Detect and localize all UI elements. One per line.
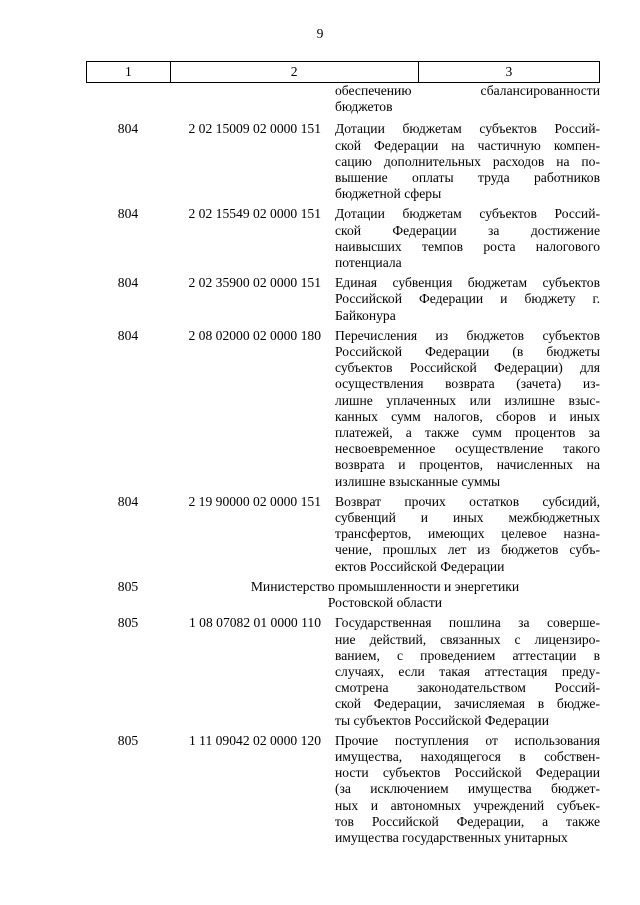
desc-line: Единая субвенция бюджетам субъектов <box>335 275 600 291</box>
desc-line: излишне взысканные суммы <box>335 473 501 489</box>
desc-line: субъектов Российской Федерации) для <box>335 360 600 376</box>
department-row <box>86 579 600 611</box>
desc-line: ской Федерации, зачисляемая в бюдже- <box>335 696 600 712</box>
table-row <box>86 494 600 575</box>
desc-line: сацию дополнительных расходов на по- <box>335 153 600 169</box>
desc-line: имущества, находящегося в собствен- <box>335 748 600 764</box>
desc-line: Возврат прочих остатков субсидий, <box>335 493 600 509</box>
table-row <box>86 275 600 324</box>
desc-line: Перечисления из бюджетов субъектов <box>335 327 600 343</box>
desc-line: вышение оплаты труда работников <box>335 170 600 186</box>
desc-line: Прочие поступления от использования <box>335 732 600 748</box>
desc-line: тов Российской Федерации, а также <box>335 813 600 829</box>
admin-code: 804 <box>117 327 139 343</box>
admin-code: 804 <box>117 206 139 222</box>
desc-line: обеспечению сбалансированности <box>335 83 600 98</box>
header-col-1: 1 <box>87 62 171 82</box>
desc-line: Государственная пошлина за соверше- <box>335 615 600 631</box>
income-description <box>335 615 600 728</box>
desc-line: канных сумм налогов, сборов и иных <box>335 408 600 424</box>
desc-line: ты субъектов Российской Федерации <box>335 712 549 728</box>
admin-code: 804 <box>117 121 139 137</box>
desc-line: бюджетной сферы <box>335 186 442 202</box>
income-description <box>335 733 600 846</box>
income-code-table <box>86 61 600 850</box>
department-name-line: Ростовской области <box>327 595 443 611</box>
income-description <box>335 494 600 575</box>
desc-line: осуществления возврата (зачета) из- <box>335 376 600 392</box>
desc-line: Дотации бюджетам субъектов Россий- <box>335 121 600 137</box>
admin-code: 804 <box>117 493 139 509</box>
rows-block-2 <box>86 615 600 846</box>
income-code: 2 02 15009 02 0000 151 <box>188 121 321 137</box>
rows-block <box>86 121 600 574</box>
income-description <box>335 121 600 202</box>
desc-line: ние действий, связанных с лицензиро- <box>335 631 600 647</box>
desc-line: ектов Российской Федерации <box>335 558 505 574</box>
desc-line: ванием, с проведением аттестации в <box>335 647 600 663</box>
desc-line: возврата и процентов, начисленных на <box>335 457 600 473</box>
income-description <box>335 328 600 490</box>
desc-line: ской Федерации на частичную компен- <box>335 137 600 153</box>
table-row <box>86 206 600 271</box>
department-name <box>170 579 600 611</box>
income-code: 1 08 07082 01 0000 110 <box>188 615 321 631</box>
desc-line: наивысших темпов роста налогового <box>335 238 600 254</box>
table-row <box>86 733 600 846</box>
desc-line: имущества государственных унитарных <box>335 829 568 845</box>
continuation-row <box>86 83 600 115</box>
income-code: 2 02 15549 02 0000 151 <box>188 206 321 222</box>
continuation-text <box>335 83 600 115</box>
table-header-row <box>86 61 600 83</box>
desc-line: бюджетов <box>335 99 393 115</box>
desc-line: Российской Федерации (в бюджеты <box>335 344 600 360</box>
income-description <box>335 275 600 324</box>
desc-line: трансфертов, имеющих целевое назна- <box>335 526 600 542</box>
desc-line: Байконура <box>335 307 396 323</box>
desc-line: чение, прошлых лет из бюджетов субъ- <box>335 542 600 558</box>
income-code: 2 08 02000 02 0000 180 <box>188 327 321 343</box>
desc-line: Дотации бюджетам субъектов Россий- <box>335 206 600 222</box>
table-row <box>86 121 600 202</box>
income-code: 1 11 09042 02 0000 120 <box>188 732 321 748</box>
table-row <box>86 328 600 490</box>
table-row <box>86 615 600 728</box>
desc-line: ской Федерации за достижение <box>335 222 600 238</box>
department-name-line: Министерство промышленности и энергетики <box>250 578 520 594</box>
desc-line: потенциала <box>335 255 402 271</box>
desc-line: ных и автономных учреждений субъек- <box>335 797 600 813</box>
page-number: 9 <box>316 26 324 41</box>
desc-line: ности субъектов Российской Федерации <box>335 765 600 781</box>
admin-code: 804 <box>117 275 139 291</box>
desc-line: несвоевременное осуществление такого <box>335 441 600 457</box>
desc-line: (за исключением имущества бюджет- <box>335 781 600 797</box>
income-code: 2 19 90000 02 0000 151 <box>188 493 321 509</box>
desc-line: смотрена законодательством Россий- <box>335 680 600 696</box>
admin-code: 805 <box>117 732 139 748</box>
admin-code: 805 <box>117 615 139 631</box>
desc-line: Российской Федерации и бюджету г. <box>335 291 600 307</box>
income-description <box>335 206 600 271</box>
desc-line: лишне уплаченных или излишне взыс- <box>335 392 600 408</box>
desc-line: субвенций и иных межбюджетных <box>335 510 600 526</box>
header-col-3: 3 <box>505 64 513 79</box>
header-col-2: 2 <box>171 62 419 82</box>
desc-line: платежей, а также сумм процентов за <box>335 425 600 441</box>
income-code: 2 02 35900 02 0000 151 <box>188 275 321 291</box>
desc-line: случаях, если такая аттестация преду- <box>335 663 600 679</box>
department-code: 805 <box>117 578 139 594</box>
